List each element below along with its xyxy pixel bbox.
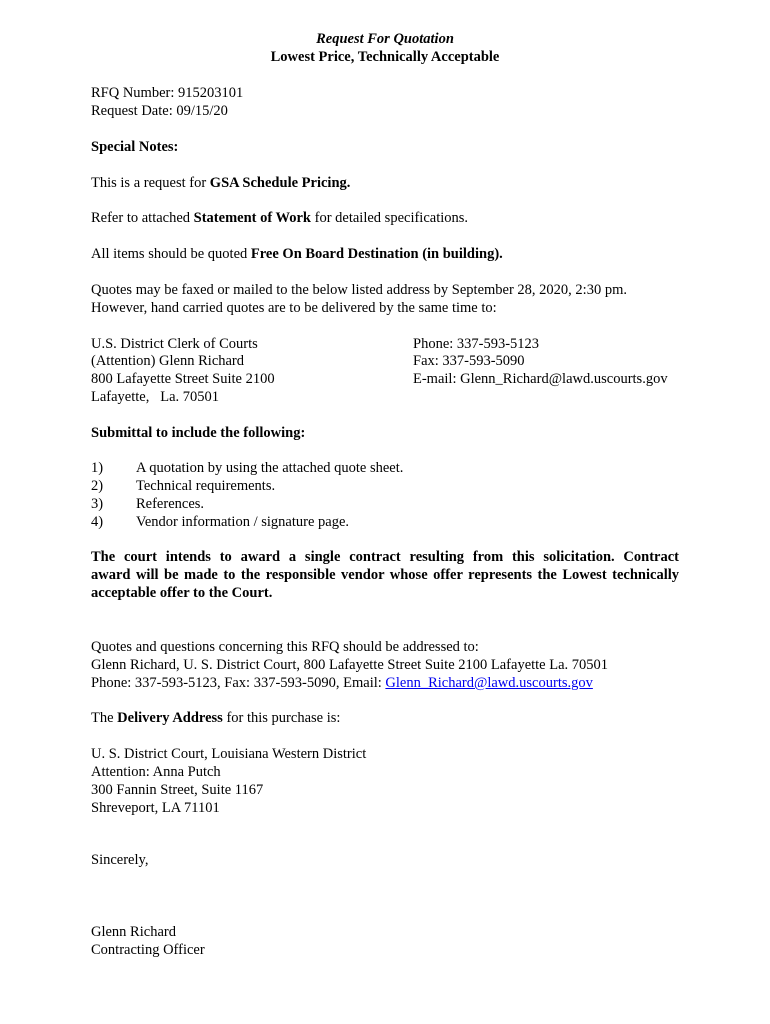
gsa-note-text: This is a request for — [91, 175, 210, 191]
quotes-deadline-line1: Quotes may be faxed or mailed to the below listed address by September 28, 2020, 2:30 pm. — [91, 282, 627, 298]
address-line: 800 Lafayette Street Suite 2100 — [91, 371, 275, 387]
list-item-number: 1) — [91, 460, 104, 476]
rfq-number: RFQ Number: 915203101 — [91, 85, 244, 101]
address-line: Lafayette, La. 70501 — [91, 389, 220, 405]
request-date: Request Date: 09/15/20 — [91, 103, 228, 119]
questions-contact-text: Phone: 337-593-5123, Fax: 337-593-5090, Email: — [91, 675, 386, 691]
submittal-heading: Submittal to include the following: — [91, 425, 306, 441]
signatory-title: Contracting Officer — [91, 942, 205, 958]
award-line1: The court intends to award a single contract resulting from this solicitation. Contract — [91, 549, 679, 565]
award-line3: acceptable offer to the Court. — [91, 585, 273, 601]
questions-contact — [91, 674, 593, 692]
delivery-intro-pre: The — [91, 710, 118, 726]
list-item: Vendor information / signature page. — [136, 514, 350, 530]
special-notes-heading: Special Notes: — [91, 139, 179, 155]
sow-note-bold: Statement of Work — [193, 210, 311, 226]
award-statement — [91, 548, 679, 602]
delivery-address-line: 300 Fannin Street, Suite 1167 — [91, 782, 264, 798]
gsa-note — [91, 174, 350, 192]
fob-note-bold: Free On Board Destination (in building). — [250, 246, 503, 262]
list-item: A quotation by using the attached quote sheet. — [136, 460, 404, 476]
email-link[interactable]: Glenn_Richard@lawd.uscourts.gov — [385, 675, 593, 691]
contact-email: E-mail: Glenn_Richard@lawd.uscourts.gov — [413, 371, 668, 387]
signatory-name: Glenn Richard — [91, 924, 176, 940]
document-title: Request For Quotation — [316, 31, 454, 47]
delivery-address-line: Attention: Anna Putch — [91, 764, 221, 780]
list-item-number: 3) — [91, 496, 104, 512]
delivery-intro-bold: Delivery Address — [117, 710, 223, 726]
list-item-number: 2) — [91, 478, 104, 494]
sow-note-post: for detailed specifications. — [311, 210, 469, 226]
contact-fax: Fax: 337-593-5090 — [413, 353, 525, 369]
delivery-address-line: Shreveport, LA 71101 — [91, 800, 220, 816]
delivery-address-line: U. S. District Court, Louisiana Western District — [91, 746, 367, 762]
questions-intro: Quotes and questions concerning this RFQ should be addressed to: — [91, 639, 479, 655]
address-line: (Attention) Glenn Richard — [91, 353, 245, 369]
delivery-intro — [91, 709, 340, 727]
sow-note-pre: Refer to attached — [91, 210, 194, 226]
award-line2: award will be made to the responsible vendor whose offer represents the Lowest technically — [91, 567, 679, 583]
fob-note-pre: All items should be quoted — [91, 246, 251, 262]
quotes-deadline-line2: However, hand carried quotes are to be delivered by the same time to: — [91, 300, 497, 316]
list-item: Technical requirements. — [136, 478, 276, 494]
fob-note — [91, 245, 503, 263]
list-item: References. — [136, 496, 205, 512]
list-item-number: 4) — [91, 514, 104, 530]
contact-phone: Phone: 337-593-5123 — [413, 336, 540, 352]
address-line: U.S. District Clerk of Courts — [91, 336, 258, 352]
delivery-intro-post: for this purchase is: — [222, 710, 341, 726]
gsa-note-bold: GSA Schedule Pricing. — [209, 175, 351, 191]
document-subtitle: Lowest Price, Technically Acceptable — [270, 49, 500, 65]
sow-note — [91, 209, 468, 227]
questions-address: Glenn Richard, U. S. District Court, 800 Lafayette Street Suite 2100 Lafayette La. 70501 — [91, 657, 609, 673]
salutation: Sincerely, — [91, 852, 149, 868]
